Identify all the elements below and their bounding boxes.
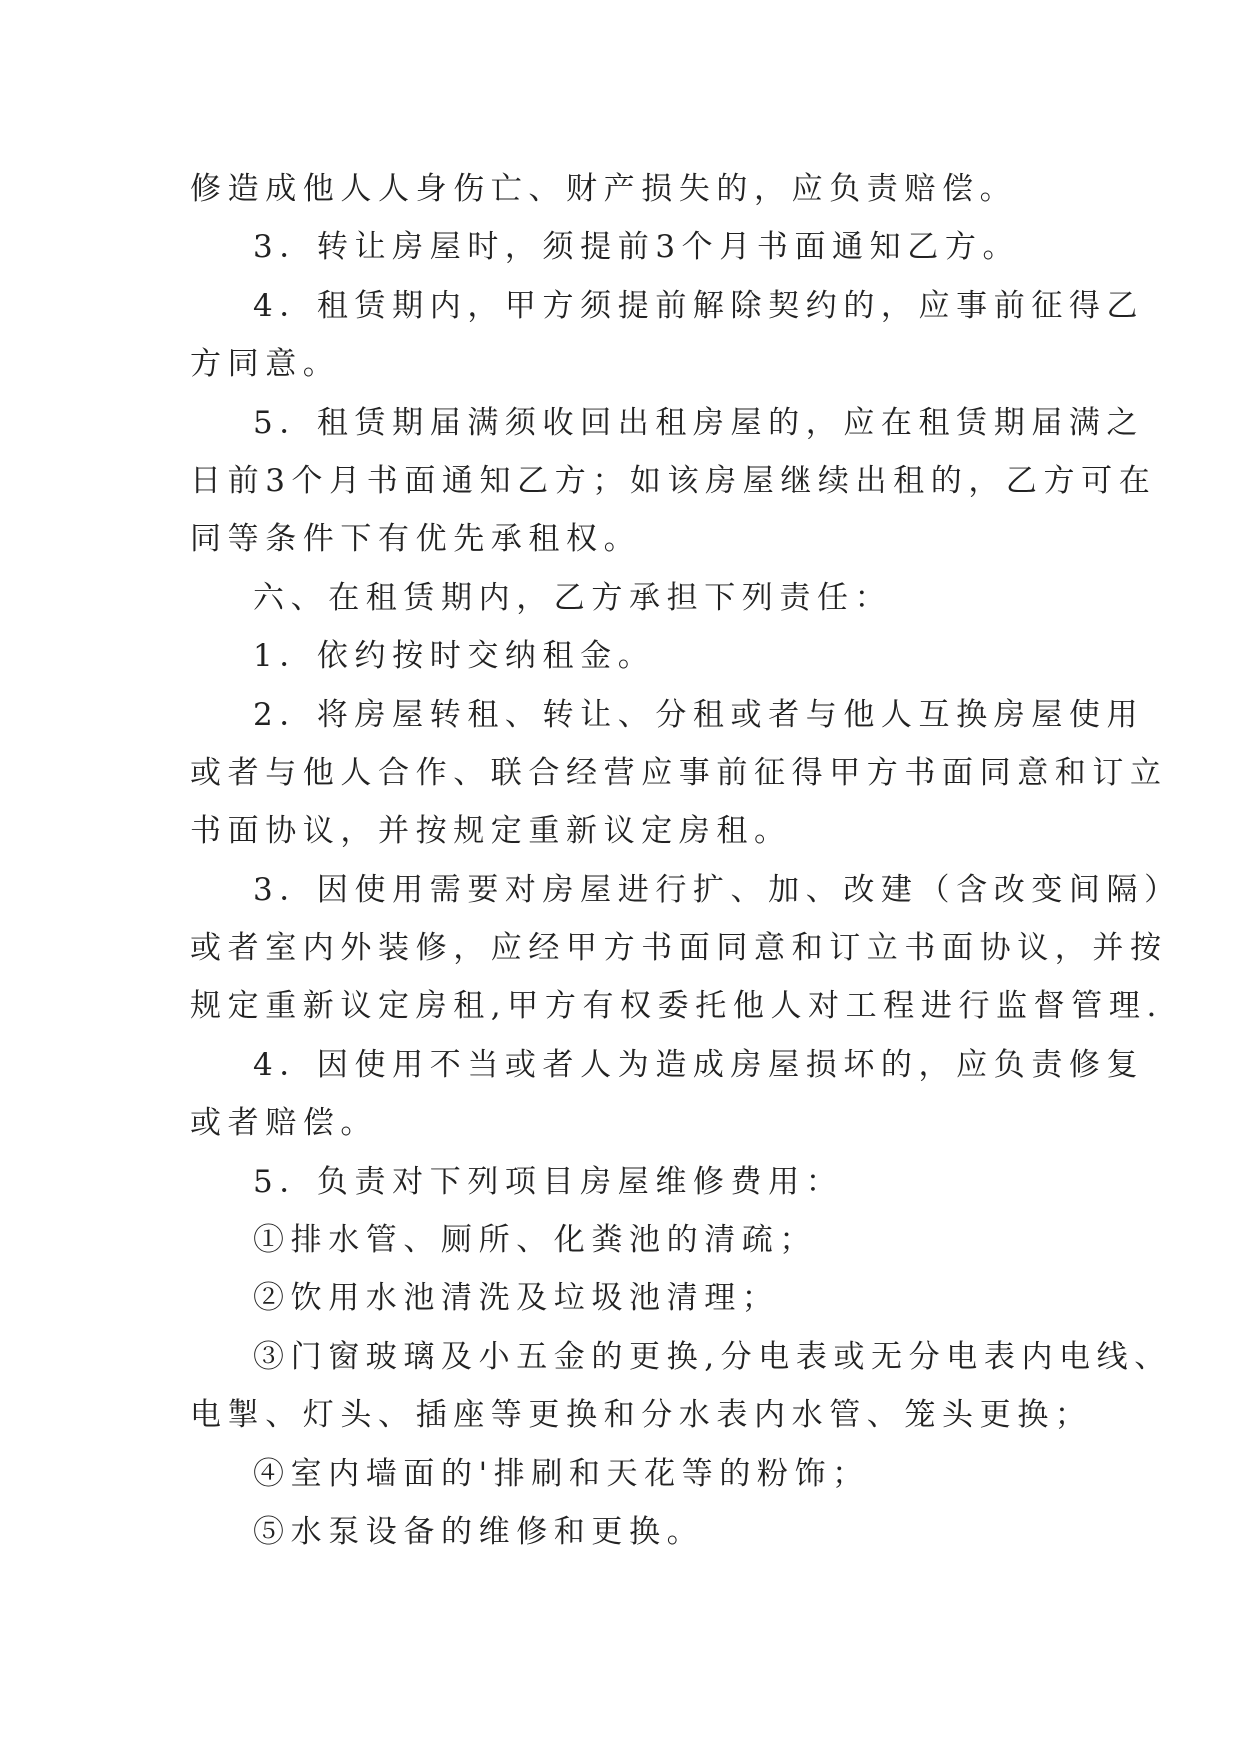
clause-1-line: 1．依约按时交纳租金。 [253, 638, 656, 675]
list-item: ①排水管、厕所、化粪池的清疏； [253, 1222, 817, 1259]
clause-4-line: 4．租赁期内，甲方须提前解除契约的，应事前征得乙 [253, 287, 1145, 324]
paragraph-line: 或者与他人合作、联合经营应事前征得甲方书面同意和订立 [190, 754, 1168, 791]
clause-3-line: 3．转让房屋时，须提前3个月书面通知乙方。 [253, 229, 1021, 266]
list-item: ②饮用水池清洗及垃圾池清理； [253, 1280, 780, 1317]
paragraph-line: 或者室内外装修，应经甲方书面同意和订立书面协议，并按 [190, 930, 1168, 967]
paragraph-line: 电掣、灯头、插座等更换和分水表内水管、笼头更换； [190, 1397, 1093, 1434]
paragraph-line: 修造成他人人身伤亡、财产损失的，应负责赔偿。 [190, 171, 1018, 207]
section-heading-six: 六、在租赁期内，乙方承担下列责任： [253, 579, 893, 616]
list-item: ④室内墙面的'排刷和天花等的粉饰； [253, 1455, 870, 1492]
paragraph-line: 书面协议，并按规定重新议定房租。 [190, 813, 792, 850]
paragraph-line: 或者赔偿。 [190, 1105, 378, 1142]
paragraph-line: 规定重新议定房租,甲方有权委托他人对工程进行监督管理. [190, 988, 1163, 1025]
paragraph-line: 日前3个月书面通知乙方；如该房屋继续出租的，乙方可在 [190, 462, 1157, 499]
list-item: ③门窗玻璃及小五金的更换,分电表或无分电表内电线、 [253, 1338, 1172, 1375]
clause-5-line: 5．租赁期届满须收回出租房屋的，应在租赁期届满之 [253, 404, 1145, 441]
document-body [190, 160, 1182, 1561]
clause-3-line: 3．因使用需要对房屋进行扩、加、改建（含改变间隔） [253, 871, 1182, 908]
clause-2-line: 2．将房屋转租、转让、分租或者与他人互换房屋使用 [253, 696, 1145, 733]
clause-4-line: 4．因使用不当或者人为造成房屋损坏的，应负责修复 [253, 1046, 1145, 1083]
list-item: ⑤水泵设备的维修和更换。 [253, 1513, 705, 1550]
paragraph-line: 方同意。 [190, 346, 341, 383]
clause-5-line: 5．负责对下列项目房屋维修费用： [253, 1163, 844, 1200]
paragraph-line: 同等条件下有优先承租权。 [190, 521, 642, 558]
